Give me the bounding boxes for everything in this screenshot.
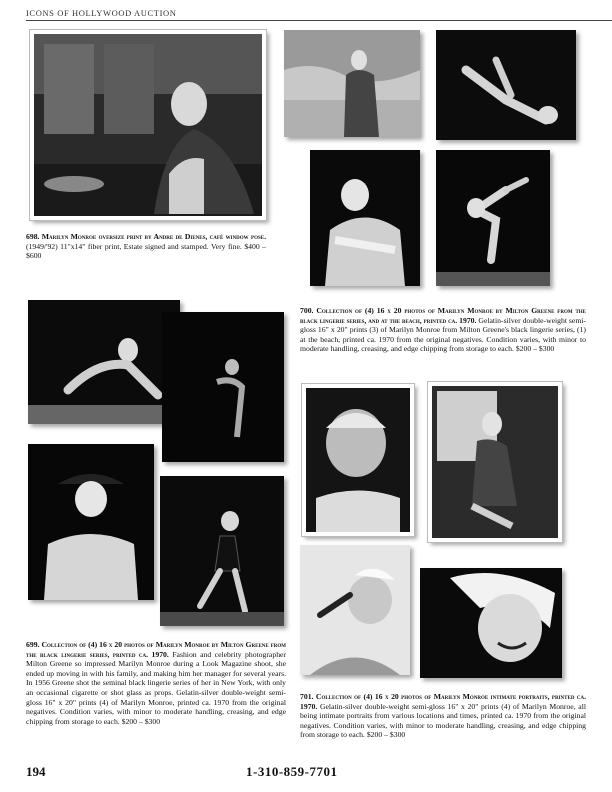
- photo-699-reclining[interactable]: [28, 300, 180, 424]
- photo-698-cafe-window[interactable]: [30, 30, 266, 220]
- catalog-header: ICONS OF HOLLYWOOD AUCTION: [26, 8, 177, 18]
- photo-700-dancing[interactable]: [436, 150, 550, 286]
- lot-700-caption: 700. Collection of (4) 16 x 20 photos of Marilyn Monroe by Milton Greene from the black lingerie series, and at the beach, printed ca. 1970. Gelatin-silver double-weight semi-gloss 16" x 20" prints (3) of Marilyn Monroe from Milton Greene's black lingerie series, (1) at the beach, printed ca. 1970 from the original negatives. Condition varies, with minor to moderate handling, creasing, and edge chipping from storage to each. $200 – $300: [300, 306, 587, 354]
- page-number: 194: [26, 764, 46, 779]
- photo-701-phone[interactable]: [300, 545, 410, 675]
- photo-699-seated-dark[interactable]: [162, 312, 284, 462]
- photo-699-hat-portrait[interactable]: [28, 444, 154, 600]
- photo-700-beach[interactable]: [284, 30, 420, 137]
- lot-698-caption: 698. Marilyn Monroe oversize print by Andre de Dienes, café window pose. (1949/'92) 11"x14" fiber print, Estate signed and stamped. Very fine. $400 – $600: [26, 232, 267, 261]
- photo-701-window-seat[interactable]: [428, 382, 562, 542]
- header-rule: [26, 20, 612, 21]
- photo-700-cross-arms[interactable]: [310, 150, 420, 286]
- phone-number: 1-310-859-7701: [246, 764, 338, 779]
- photo-699-stool[interactable]: [160, 476, 284, 626]
- lot-701-caption: 701. Collection of (4) 16 x 20 photos of Marilyn Monroe intimate portraits, printed ca. 1970. Gelatin-silver double-weight semi-gloss 16" x 20" prints (4) of Marilyn Monroe, all being intimate portraits from various locations and times, printed ca. 1970 from the original negatives. Condition varies, with minor to moderate handling, creasing, and edge chipping from storage to each. $200 – $300: [300, 692, 586, 740]
- photo-701-closeup[interactable]: [302, 384, 414, 536]
- photo-701-smiling[interactable]: [420, 568, 562, 678]
- lot-699-caption: 699. Collection of (4) 16 x 20 photos of Marilyn Monroe by Milton Greene from the black lingerie series, printed ca. 1970. Fashion and celebrity photographer Milton Greene so impressed Marilyn Monroe during a Look Magazine shoot, she ended up moving in with his family, and making him her manager for several years. In 1956 Greene shot the seminal black lingerie series of her in New York, with only an occasional cigarette or shot glass as props. Gelatin-silver double-weight semi-gloss 16" x 20" prints (4) of Marilyn Monroe, printed ca. 1970 from the original negatives. Condition varies, with minor to moderate handling, creasing, and edge chipping from storage to each. $200 – $300: [26, 640, 287, 726]
- photo-700-legs-up[interactable]: [436, 30, 576, 140]
